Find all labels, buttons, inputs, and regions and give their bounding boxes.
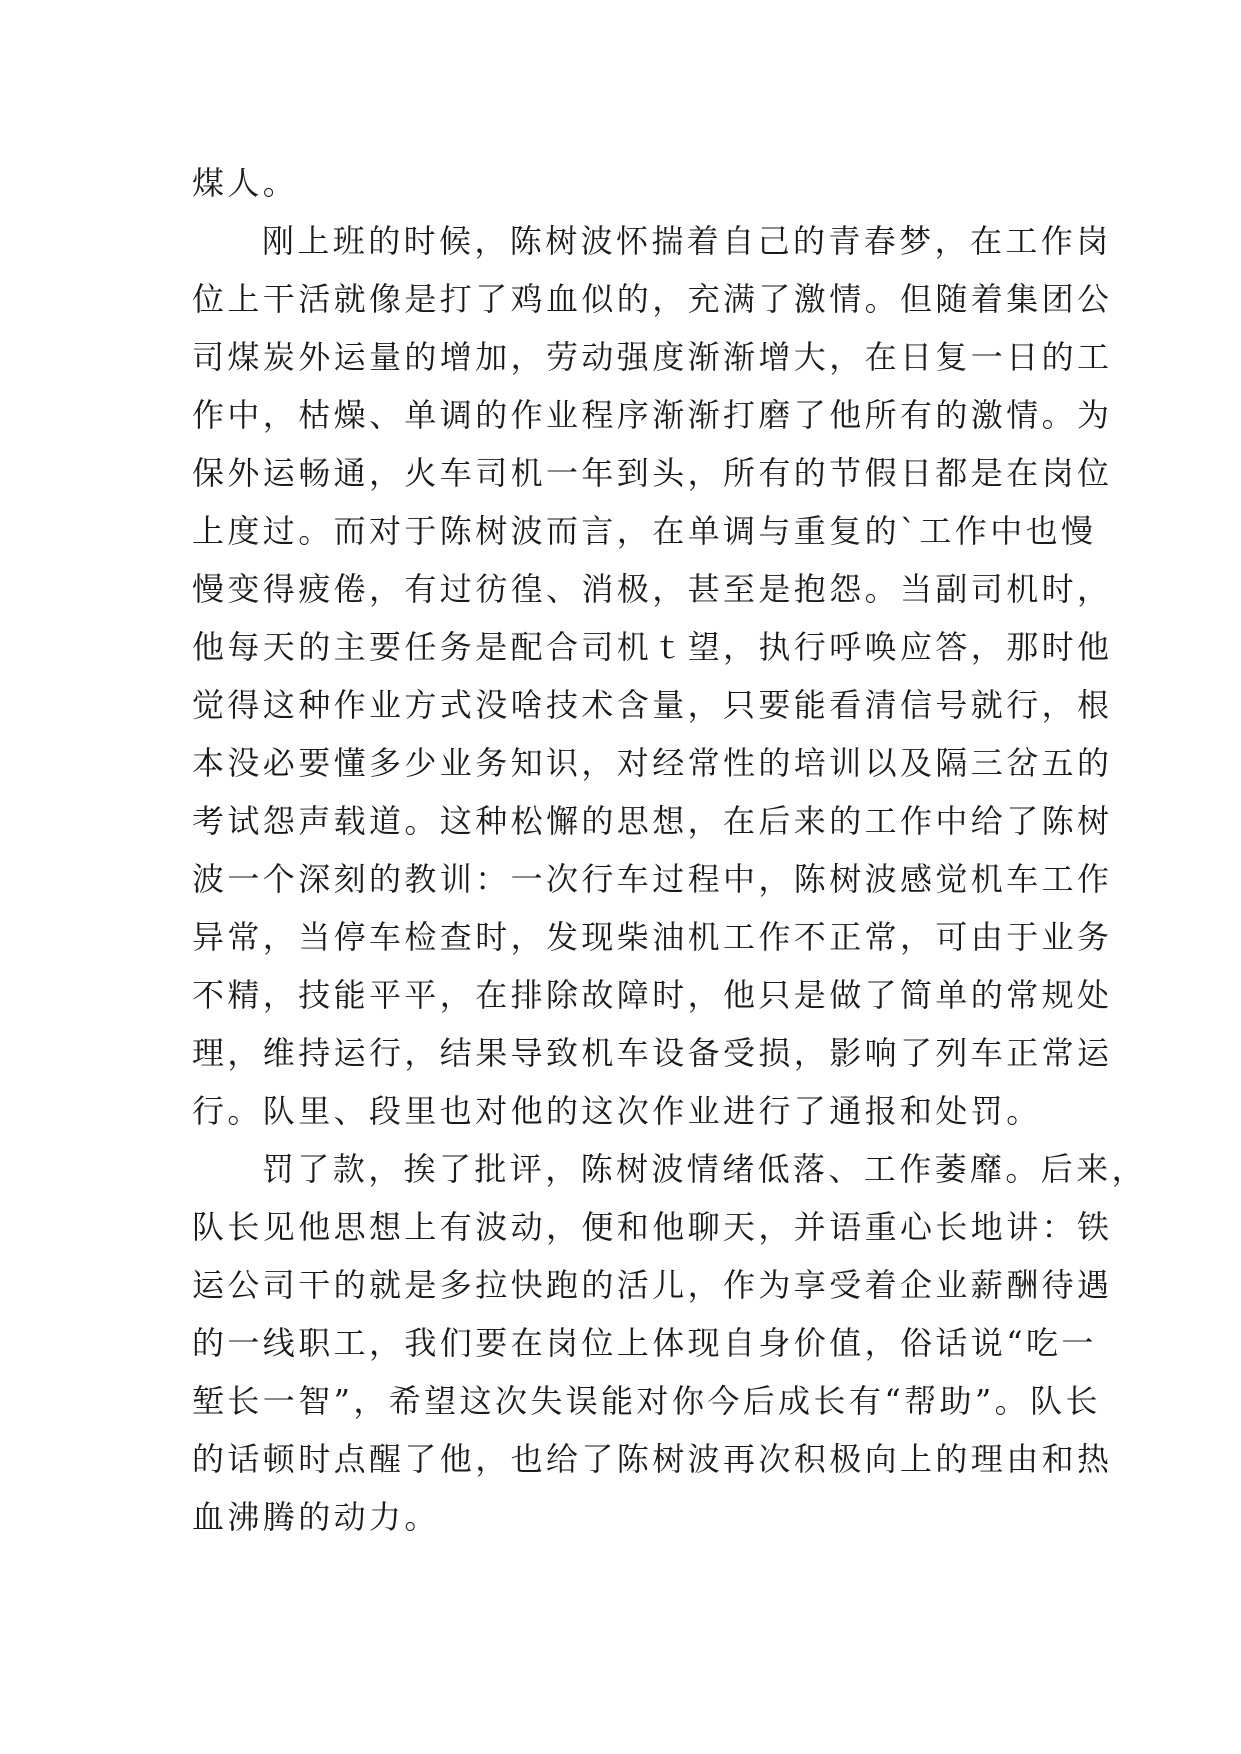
text-line: 觉得这种作业方式没啥技术含量，只要能看清信号就行，根: [192, 686, 1113, 724]
text-line: 波一个深刻的教训：一次行车过程中，陈树波感觉机车工作: [192, 860, 1113, 898]
text-line: 保外运畅通，火车司机一年到头，所有的节假日都是在岗位: [192, 454, 1113, 492]
text-line: 上度过。而对于陈树波而言，在单调与重复的`工作中也慢: [192, 512, 1097, 550]
paragraph: [192, 212, 1113, 1140]
text-line: 运公司干的就是多拉快跑的活儿，作为享受着企业薪酬待遇: [192, 1266, 1113, 1304]
text-line: 本没必要懂多少业务知识，对经常性的培训以及隔三岔五的: [192, 744, 1113, 782]
text-line: 位上干活就像是打了鸡血似的，充满了激情。但随着集团公: [192, 280, 1113, 318]
text-line: 堑长一智”，希望这次失误能对你今后成长有“帮助”。队长: [192, 1382, 1101, 1420]
document-body: [192, 154, 1148, 1546]
text-line: 司煤炭外运量的增加，劳动强度渐渐增大，在日复一日的工: [192, 338, 1113, 376]
text-line: 考试怨声载道。这种松懈的思想，在后来的工作中给了陈树: [192, 802, 1113, 840]
text-line: 作中，枯燥、单调的作业程序渐渐打磨了他所有的激情。为: [192, 396, 1113, 434]
text-line: 理，维持运行，结果导致机车设备受损，影响了列车正常运: [192, 1034, 1113, 1072]
text-line: 队长见他思想上有波动，便和他聊天，并语重心长地讲：铁: [192, 1208, 1113, 1246]
paragraph: [192, 1140, 1148, 1546]
text-line: 他每天的主要任务是配合司机ｔ望，执行呼唤应答，那时他: [192, 628, 1113, 666]
text-line: 血沸腾的动力。: [192, 1498, 440, 1536]
text-line: 行。队里、段里也对他的这次作业进行了通报和处罚。: [192, 1092, 1042, 1130]
text-line: 的一线职工，我们要在岗位上体现自身价值，俗话说“吃一: [192, 1324, 1097, 1362]
text-line: 异常，当停车检查时，发现柴油机工作不正常，可由于业务: [192, 918, 1113, 956]
text-line: 的话顿时点醒了他，也给了陈树波再次积极向上的理由和热: [192, 1440, 1113, 1478]
text-line: 不精，技能平平，在排除故障时，他只是做了简单的常规处: [192, 976, 1113, 1014]
text-line: 刚上班的时候，陈树波怀揣着自己的青春梦，在工作岗: [262, 222, 1112, 260]
text-line: 罚了款，挨了批评，陈树波情绪低落、工作萎靡。后来，: [262, 1150, 1148, 1188]
text-line: 慢变得疲倦，有过彷徨、消极，甚至是抱怨。当副司机时，: [192, 570, 1113, 608]
paragraph: [192, 154, 1062, 212]
text-line: 煤人。: [192, 164, 299, 202]
